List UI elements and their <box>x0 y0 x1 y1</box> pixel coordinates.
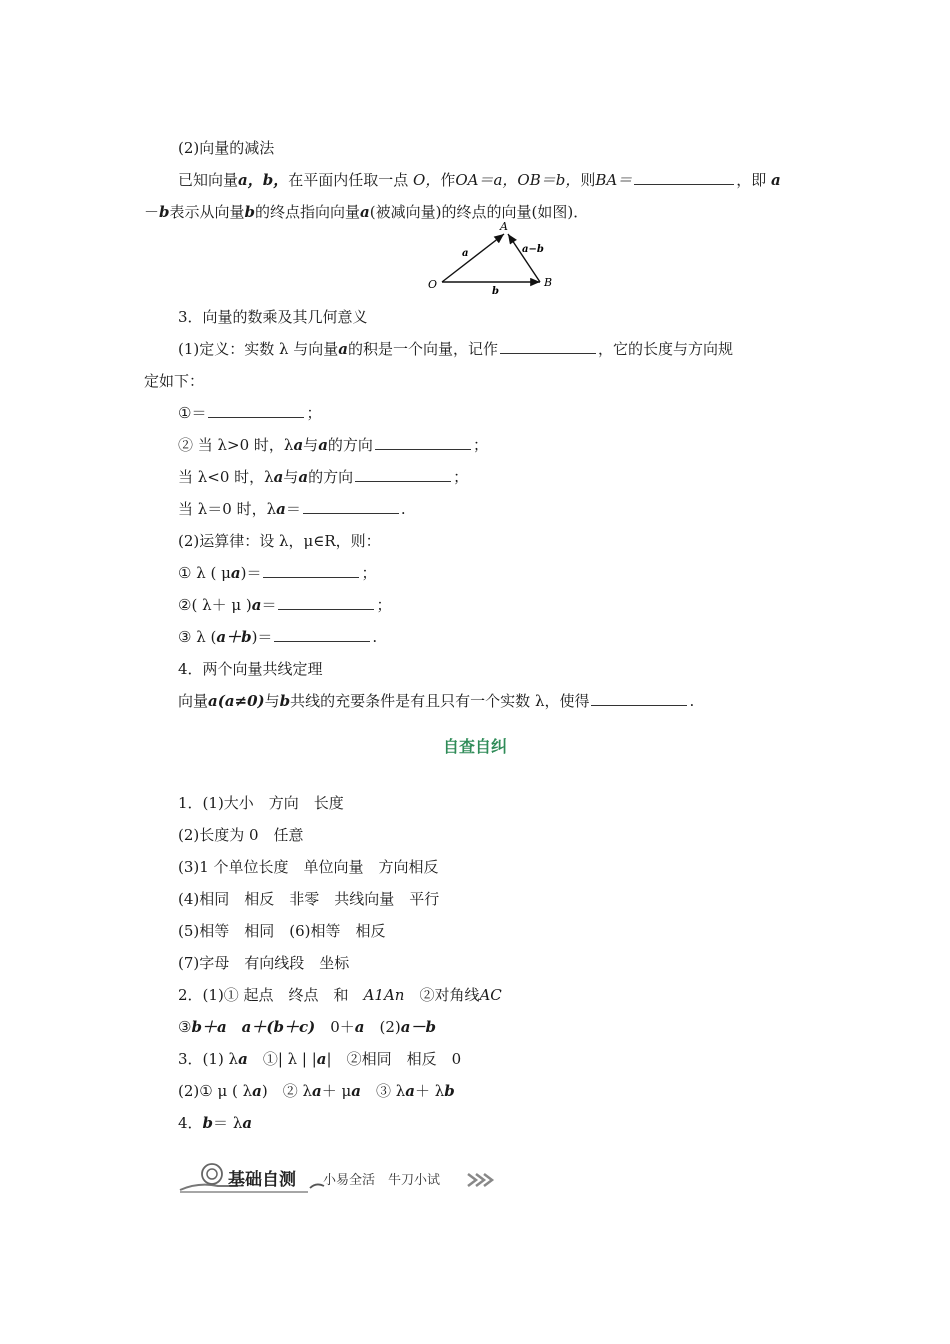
paragraph-line <box>178 466 468 488</box>
text: b <box>244 203 256 221</box>
text: a <box>293 436 304 454</box>
text: 当 λ＝0 时，λ <box>178 500 277 518</box>
text: 已知向量 <box>178 171 239 189</box>
text: ③ λ <box>360 1082 406 1100</box>
text: ②( λ＋ μ ) <box>178 596 252 614</box>
text: ，它的长度与方向规 <box>598 340 734 358</box>
answer-line <box>178 920 386 942</box>
text: b <box>159 203 170 221</box>
answer-blank[interactable] <box>634 170 734 185</box>
text: AC <box>479 986 502 1004</box>
text: b <box>444 1082 455 1100</box>
text: OA＝a，OB＝b， <box>455 171 581 189</box>
paragraph-line <box>178 434 488 456</box>
text: 共线的充要条件是有且只有一个实数 λ，使得 <box>290 692 590 710</box>
text: a <box>354 1018 365 1036</box>
banner-title: 基础自测 <box>228 1170 296 1190</box>
text: (2)长度为 0 任意 <box>178 826 304 844</box>
text: a <box>318 436 328 454</box>
text: (2)① μ ( λ <box>178 1082 253 1100</box>
text: 的方向 <box>327 436 373 454</box>
answer-line <box>178 1016 436 1038</box>
text: ； <box>306 404 322 422</box>
label-b-point: B <box>544 276 553 289</box>
text: ③ λ ( <box>178 628 217 646</box>
text: 作 <box>440 171 456 189</box>
answer-blank[interactable] <box>208 403 304 418</box>
text: ＝ <box>285 500 301 518</box>
text: 4． <box>178 1114 203 1132</box>
answer-line <box>178 856 439 878</box>
text: b <box>279 692 291 710</box>
vector-a-minus-b-arrow <box>508 234 540 282</box>
text: a <box>298 468 309 486</box>
text: (被减向量)的终点的向量(如图)． <box>369 203 589 221</box>
text: A1An <box>363 986 405 1004</box>
text: (2) <box>364 1018 401 1036</box>
text: a <box>338 340 349 358</box>
text: (5)相等 相同 (6)相等 相反 <box>178 922 386 940</box>
text: a <box>252 1082 262 1100</box>
text: a＋b <box>216 628 252 646</box>
text: ②对角线 <box>404 986 480 1004</box>
text: a <box>405 1082 415 1100</box>
answer-line <box>178 1048 461 1070</box>
chevron-right-icon <box>468 1174 476 1186</box>
text: ＝ λ <box>213 1114 243 1132</box>
answer-blank[interactable] <box>500 339 596 354</box>
text: a <box>251 596 262 614</box>
paragraph-line <box>178 594 391 616</box>
paragraph-line <box>178 498 406 520</box>
text: 的方向 <box>308 468 354 486</box>
text: 表示从向量 <box>169 203 245 221</box>
text: a <box>771 171 781 189</box>
answer-blank[interactable] <box>303 499 399 514</box>
label-o: O <box>428 278 438 291</box>
text: ③ <box>178 1018 192 1036</box>
text: 向量 <box>178 692 209 710</box>
text: 3．(1) λ <box>178 1050 239 1068</box>
text: )＝ <box>240 564 262 582</box>
answer-line <box>178 888 439 910</box>
vector-subtraction-diagram <box>420 220 560 295</box>
paragraph-line <box>178 626 377 648</box>
vector-a-arrow <box>442 234 504 282</box>
paragraph-line <box>178 169 781 191</box>
text: 则 <box>580 171 596 189</box>
text: － <box>144 203 160 221</box>
text: b <box>202 1114 214 1132</box>
answer-blank[interactable] <box>375 435 471 450</box>
answers-title: 自查自纠 <box>442 737 507 756</box>
text: ； <box>361 564 377 582</box>
answer-line <box>178 952 349 974</box>
paragraph-line <box>178 402 321 424</box>
text: BA＝ <box>595 171 633 189</box>
subsection-heading <box>178 137 274 159</box>
text: 与 <box>303 436 319 454</box>
text: a <box>351 1082 361 1100</box>
text: a <box>276 500 286 518</box>
section-heading <box>178 658 323 680</box>
text: a <box>360 203 370 221</box>
text: 与 <box>264 692 280 710</box>
text: 定如下： <box>144 372 205 390</box>
text: (3)1 个单位长度 单位向量 方向相反 <box>178 858 439 876</box>
subsection-heading-text: (2)向量的减法 <box>178 139 275 157</box>
text: 2．(1)① 起点 终点 和 <box>178 986 364 1004</box>
answer-line <box>178 824 304 846</box>
answer-blank[interactable] <box>274 627 370 642</box>
paragraph-line <box>178 690 694 712</box>
text: ＋ μ <box>321 1082 352 1100</box>
answer-blank[interactable] <box>263 563 359 578</box>
text: b＋a a＋(b＋c) <box>191 1018 316 1036</box>
text: a(a≠0) <box>208 692 265 710</box>
paragraph-line <box>144 370 204 392</box>
answer-line <box>178 1080 455 1102</box>
text: | ②相同 相反 0 <box>326 1050 462 1068</box>
label-vector-b: b <box>492 286 499 295</box>
section-heading-text: 3．向量的数乘及其几何意义 <box>178 308 368 326</box>
text: a <box>238 1050 248 1068</box>
paragraph-line <box>178 338 733 360</box>
text: a <box>311 1082 322 1100</box>
text: ＋ λ <box>415 1082 445 1100</box>
text: 的积是一个向量，记作 <box>348 340 499 358</box>
text: ，即 <box>736 171 767 189</box>
text: O， <box>413 171 441 189</box>
text: (7)字母 有向线段 坐标 <box>178 954 350 972</box>
text: (2)运算律：设 λ，μ∈R，则： <box>178 532 381 550</box>
answer-blank[interactable] <box>278 595 374 610</box>
text: a <box>273 468 284 486</box>
text: ； <box>453 468 469 486</box>
text: 0＋ <box>315 1018 355 1036</box>
section-banner <box>178 1160 508 1196</box>
answer-blank[interactable] <box>355 467 451 482</box>
label-vector-a: a <box>462 248 469 259</box>
text: ①＝ <box>178 404 207 422</box>
answer-line <box>178 792 344 814</box>
text: a <box>230 564 241 582</box>
text: . <box>372 628 378 646</box>
text: (1)定义：实数 λ 与向量 <box>178 340 339 358</box>
text: 1．(1)大小 方向 长度 <box>178 794 344 812</box>
text: (4)相同 相反 非零 共线向量 平行 <box>178 890 440 908</box>
text: a <box>316 1050 327 1068</box>
answer-line <box>178 1112 252 1134</box>
text: a <box>242 1114 253 1132</box>
label-vector-a-minus-b: a−b <box>522 244 544 255</box>
text: ； <box>376 596 392 614</box>
text: ② 当 λ>0 时，λ <box>178 436 294 454</box>
answer-line <box>178 984 502 1006</box>
text: 当 λ<0 时，λ <box>178 468 274 486</box>
text: a，b， <box>238 171 289 189</box>
text: . <box>400 500 406 518</box>
section-heading-text: 4．两个向量共线定理 <box>178 660 323 678</box>
text: ① λ ( μ <box>178 564 231 582</box>
text: ) ② λ <box>261 1082 312 1100</box>
text: ＝ <box>261 596 277 614</box>
text: 与 <box>283 468 299 486</box>
paragraph-line <box>178 530 381 552</box>
label-a-point: A <box>500 220 508 233</box>
text: )＝ <box>251 628 273 646</box>
swirl-icon <box>202 1164 222 1184</box>
text: a－b <box>400 1018 436 1036</box>
text: 的终点指向向量 <box>255 203 361 221</box>
banner-subtitle: 小易全活 牛刀小试 <box>323 1173 441 1188</box>
text: . <box>689 692 695 710</box>
text: 在平面内任取一点 <box>288 171 409 189</box>
text: ； <box>472 436 488 454</box>
paragraph-line <box>178 562 376 584</box>
section-heading <box>178 306 368 328</box>
text: ①| λ | | <box>247 1050 317 1068</box>
answer-blank[interactable] <box>591 691 687 706</box>
